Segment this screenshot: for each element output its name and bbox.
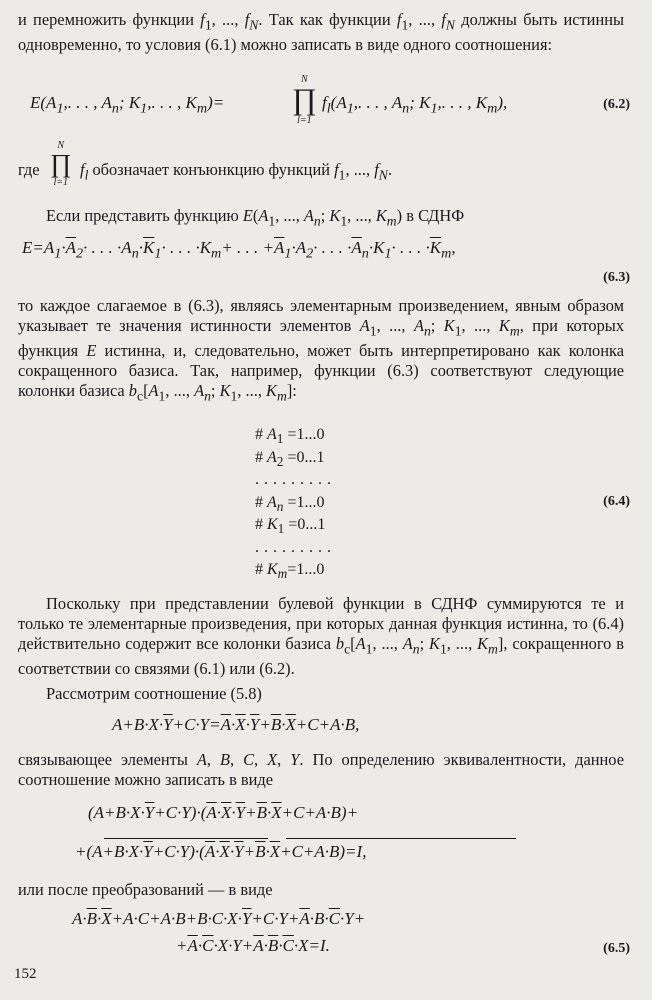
paragraph-equivalence <box>18 750 624 790</box>
equation-equivalence-line1: $(A+B\cdot X\cdot\overline{Y}+C\cdot Y)\cdot(\overline{A}\cdot\overline{X}\cdot\overline{Y}+\overline{B}\cdot\overline{X}+C+A\cdot B)+$ <box>88 803 359 822</box>
basis-row: # $K_1 =0...1$ <box>255 516 326 537</box>
paragraph-text: то каждое слагаемое в (6.3), являясь элементарным произведением, явным образом указывает те значения истинности элементов $A_1$, ..., $A_n$; $K_1$, ..., $K_m$, при которых функция E истинна, и, следовательно, может быть интерпретировано как колонка сокращенного базиса. Так, например, функции (6.3) соответствуют следующие колонки базиса $b_c[A_1$, ..., $A_n$; $K_1$, ..., $K_m$]: <box>18 296 625 404</box>
product-upper-limit: N <box>301 74 308 85</box>
equation-6-5-line1: $A\cdot\overline{B}\cdot\overline{X}+A\cdot C+A\cdot B+B\cdot C\cdot X\cdot\overline{Y}+C\cdot Y+\overline{A}\cdot B\cdot\overline{C}\cdot Y+$ <box>72 909 366 928</box>
basis-row: # $A_1 =1...0$ <box>255 426 325 447</box>
product-lower-limit: l=1 <box>297 115 312 126</box>
paragraph-text: Если представить функцию $E(A_1$, ..., $A_n$; $K_1$, ..., $K_m$) в СДНФ <box>46 206 465 229</box>
equation-6-3: $E=A_1\cdot\overline{A}_2\cdot$ . . . $\cdot A_n\cdot\overline{K}_1\cdot$ . . . $\cdot K_m+$ . . . $+\overline{A}_1\cdot A_2\cdot$ . . . $\cdot\overline{A}_n\cdot K_1\cdot$ . . . $\cdot\overline{K}_m$, <box>22 238 456 262</box>
equation-equivalence-line2: $+(A+B\cdot X\cdot\overline{Y}+C\cdot Y)\cdot(\overline{A}\cdot\overline{X}\cdot\overline{Y}+\overline{B}\cdot\overline{X}+C+A\cdot B)=I$, <box>75 842 367 861</box>
equation-number-6-2: (6.2) <box>603 97 630 112</box>
paragraph-elementary-product <box>18 296 624 407</box>
equation-5-8: $A+B\cdot X\cdot\overline{Y}+C\cdot Y=\overline{A}\cdot\overline{X}\cdot\overline{Y}+\overline{B}\cdot\overline{X}+C+A\cdot B$, <box>112 715 360 734</box>
negation-bar <box>286 838 516 839</box>
equation-number-6-3: (6.3) <box>603 270 630 285</box>
product-operator-inline <box>50 140 71 188</box>
product-operator <box>292 74 317 126</box>
basis-ellipsis: ......... <box>255 471 336 488</box>
basis-ellipsis: ......... <box>255 538 336 556</box>
paragraph-intro <box>18 10 624 55</box>
basis-row: # $K_m=1...0$ <box>255 561 325 582</box>
paragraph-after-transform: или после преобразований — в виде <box>18 880 273 899</box>
basis-row: # $A_2 =0...1$ <box>255 448 325 469</box>
basis-columns <box>255 424 336 582</box>
negation-bar <box>104 838 268 839</box>
page-number: 152 <box>14 966 37 982</box>
paragraph-text: Поскольку при представлении булевой функции в СДНФ суммируются те и только те элементарные произведения, при которых данная функция истинна, то (6.4) действительно содержит все колонки базиса $b_c[A_1$, ..., $A_n$; $K_1$, ..., $K_m$], сокращенного в соответствии со связями (6.1) или (6.2). <box>18 594 624 679</box>
paragraph-text: и перемножить функции $f_1$, ..., $f_N$. Так как функции $f_1$, ..., $f_N$ должны быть истинны одновременно, то условия (6.1) можно записать в виде одного соотношения: <box>18 10 625 55</box>
paragraph-text: связывающее элементы A, B, C, X, Y. По определению эквивалентности, данное соотношение можно записать в виде <box>18 750 624 789</box>
paragraph-sdnf <box>18 206 624 231</box>
equation-6-2-rhs: $f_l(A_1$,. . . , $A_n$; $K_1$,. . . , $K_m$), <box>322 93 508 117</box>
paragraph-since <box>18 594 624 679</box>
equation-number-6-5: (6.5) <box>603 941 630 956</box>
paragraph-consider: Рассмотрим соотношение (5.8) <box>46 684 262 703</box>
basis-row: # $A_n =1...0$ <box>255 493 325 514</box>
equation-6-2-lhs: $E(A_1$,. . . , $A_n$; $K_1$,. . . , $K_m)=$ <box>30 93 225 117</box>
paragraph-text: где <box>18 160 40 179</box>
product-symbol: ∏ <box>50 149 72 178</box>
product-lower-limit: l=1 <box>53 177 68 188</box>
paragraph-where-tail <box>80 160 630 185</box>
equation-number-6-4: (6.4) <box>603 494 630 509</box>
paragraph-text: $f_l$ обозначает конъюнкцию функций $f_1$, ..., $f_N$. <box>80 160 392 183</box>
product-upper-limit: N <box>57 140 65 151</box>
product-symbol: ∏ <box>292 83 317 116</box>
equation-6-5-line2: $+\overline{A}\cdot\overline{C}\cdot X\cdot Y+\overline{A}\cdot\overline{B}\cdot\overline{C}\cdot X=I$. <box>176 936 330 955</box>
